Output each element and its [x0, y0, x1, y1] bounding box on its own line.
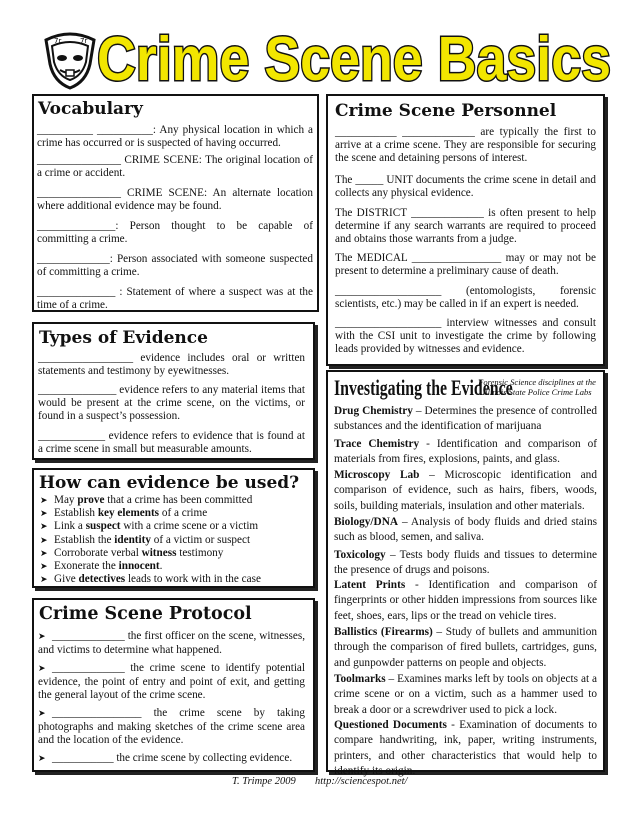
evidence-type-item	[38, 352, 305, 378]
evidence-type-definition: evidence refers to evidence that is found at a crime scene in small but measurable amounts.	[38, 430, 305, 456]
vocab-item	[37, 220, 313, 246]
vocabulary-box	[32, 94, 319, 312]
evidence-type-item	[38, 384, 305, 424]
personnel-item	[335, 285, 596, 311]
protocol-text: the first officer on the scene, witnesses, and victims to determine what happened.	[38, 630, 305, 657]
evidence-use-item	[40, 560, 309, 574]
discipline-name: Drug Chemistry	[334, 405, 413, 417]
use-post: that a crime has been committed	[104, 494, 253, 506]
evidence-use-item	[40, 534, 309, 548]
lab-discipline-item	[334, 625, 597, 671]
discipline-description: - Examination of documents to compare handwriting, ink, paper, writing instruments, printers, and other characteristics that would help to identify its origin.	[334, 719, 597, 778]
use-keyword: prove	[77, 494, 105, 506]
lab-discipline-item	[334, 515, 597, 546]
crime-scene-protocol-box	[32, 598, 315, 772]
investigating-evidence-box	[326, 370, 605, 778]
personnel-text: interview witnesses and consult with the CSI unit to investigate the crime by following leads provided by witnesses and evidence.	[335, 317, 596, 356]
personnel-blank: ___________________	[335, 285, 442, 297]
lab-discipline-item	[334, 672, 597, 718]
vocab-definition: Person thought to be capable of committing a crime.	[37, 220, 313, 246]
vocab-term-blank: _______________ CRIME SCENE	[37, 154, 199, 166]
lab-discipline-item	[334, 404, 597, 435]
discipline-name: Ballistics (Firearms)	[334, 626, 433, 638]
page-title	[95, 22, 615, 94]
evidence-use-item	[40, 494, 309, 508]
protocol-title: Crime Scene Protocol	[39, 604, 252, 624]
discipline-name: Toxicology	[334, 549, 386, 561]
evidence-type-definition: evidence refers to any material items that would be present at the crime scene, on the victims, or found in a suspect’s possession.	[38, 384, 305, 423]
lab-discipline-item	[334, 548, 597, 579]
police-badge-icon	[40, 30, 100, 92]
personnel-text: may or may not be present to determine a preliminary cause of death.	[335, 252, 596, 278]
personnel-item	[335, 174, 596, 200]
use-keyword: key elements	[97, 507, 160, 520]
use-keyword: suspect	[85, 520, 121, 533]
protocol-step	[38, 630, 305, 657]
arrow-bullet-icon: ➤	[40, 509, 48, 520]
personnel-item	[335, 207, 596, 247]
arrow-bullet-icon: ➤	[40, 575, 48, 586]
vocab-definition: : An alternate location where additional evidence may be found.	[37, 187, 313, 213]
vocab-item	[37, 187, 313, 213]
discipline-description: – Microscopic identification and comparison of evidence, such as hairs, fibers, woods, soils, building materials, insulation and other materials.	[334, 469, 597, 512]
use-keyword: innocent	[118, 560, 160, 572]
protocol-blank: _____________	[52, 662, 125, 674]
vocab-item	[37, 124, 313, 150]
discipline-name: Trace Chemistry	[334, 438, 420, 450]
arrow-bullet-icon: ➤	[38, 632, 46, 642]
use-post: with a crime scene or a victim	[120, 520, 259, 533]
vocab-term-blank: __________ __________	[37, 124, 153, 136]
vocab-item	[37, 286, 313, 312]
use-pre: Corroborate verbal	[54, 546, 142, 559]
protocol-blank: _____________	[52, 630, 125, 642]
use-post: of a victim or suspect	[150, 533, 251, 546]
protocol-step	[38, 662, 305, 703]
types-of-evidence-box	[32, 322, 315, 460]
arrow-bullet-icon: ➤	[40, 562, 48, 572]
discipline-description: – Analysis of body fluids and dried stains such as blood, semen, and saliva.	[334, 516, 597, 544]
arrow-bullet-icon: ➤	[40, 535, 48, 546]
protocol-blank: ________________	[52, 707, 142, 719]
crime-scene-personnel-box	[326, 94, 605, 366]
use-keyword: identity	[114, 533, 151, 546]
arrow-bullet-icon: ➤	[38, 709, 46, 719]
personnel-text: (entomologists, forensic scientists, etc.) may be called in if an expert is needed.	[335, 285, 596, 311]
vocab-item	[37, 253, 313, 279]
discipline-name: Biology/DNA	[334, 516, 399, 528]
personnel-blank: The DISTRICT _____________	[335, 207, 484, 219]
vocabulary-title: Vocabulary	[38, 99, 143, 119]
lab-discipline-item	[334, 718, 597, 780]
vocab-definition: : The original location of a crime or accident.	[37, 154, 313, 180]
discipline-name: Questioned Documents	[334, 719, 447, 731]
protocol-text: the crime scene by collecting evidence.	[113, 752, 293, 764]
discipline-description: - Identification and comparison of materials from fires, explosions, paints, and glass.	[334, 438, 597, 466]
arrow-bullet-icon: ➤	[40, 496, 48, 506]
use-pre: May	[54, 494, 78, 506]
discipline-description: – Tests body fluids and tissues to determine the presence of drugs and poisons.	[334, 549, 597, 577]
discipline-description: – Examines marks left by tools on objects at a crime scene or on a victim, such as a hammer used to break a door or a screwdriver used to pick a lock.	[334, 673, 597, 716]
footer-url[interactable]: http://sciencespot.net/	[315, 776, 408, 787]
discipline-description: – Study of bullets and ammunition through the comparison of fired bullets, cartridges, guns, and gunpowder patterns on people and objects.	[334, 626, 597, 669]
protocol-blank: ___________	[52, 752, 114, 764]
discipline-description: - Identification and comparison of fingerprints or other hidden impressions from sources like feet, shoes, ears, lips or the tread on vehicle tires.	[334, 579, 597, 622]
vocab-term-blank: _______________ CRIME SCENE	[37, 187, 204, 199]
evidence-use-item	[40, 520, 309, 534]
vocab-term-blank: ______________ :	[37, 286, 123, 298]
arrow-bullet-icon: ➤	[38, 664, 46, 674]
protocol-step	[38, 752, 305, 766]
use-post: leads to work with in the case	[125, 573, 261, 586]
investigate-title: Investigating the Evidence	[334, 375, 513, 400]
discipline-description: – Determines the presence of controlled substances and the identification of marijuana	[334, 405, 597, 433]
discipline-name: Microscopy Lab	[334, 469, 420, 481]
use-pre: Link a	[54, 520, 86, 533]
personnel-text: documents the crime scene in detail and collects any physical evidence.	[335, 174, 596, 200]
lab-discipline-item	[334, 437, 597, 468]
use-post: of a crime	[159, 507, 208, 520]
evidence-type-blank: _________________	[38, 352, 134, 364]
discipline-name: Latent Prints	[334, 579, 406, 591]
use-pre: Exonerate the	[54, 560, 119, 572]
types-title: Types of Evidence	[39, 328, 208, 348]
how-evidence-used-box	[32, 468, 315, 588]
use-keyword: detectives	[78, 573, 126, 586]
personnel-blank: ___________ _____________	[335, 126, 475, 138]
vocab-item	[37, 154, 313, 180]
personnel-item	[335, 317, 596, 357]
personnel-item	[335, 126, 596, 166]
use-keyword: witness	[141, 546, 177, 559]
evidence-use-item	[40, 573, 309, 587]
lab-discipline-item	[334, 578, 597, 624]
evidence-type-blank: ______________	[38, 384, 117, 396]
use-post: testimony	[176, 546, 224, 559]
use-pre: Establish the	[54, 533, 115, 546]
arrow-bullet-icon: ➤	[38, 754, 46, 764]
personnel-blank: The MEDICAL ________________	[335, 252, 502, 264]
evidence-type-blank: ____________	[38, 430, 106, 442]
evidence-type-item	[38, 430, 305, 456]
evidence-use-item	[40, 547, 309, 561]
discipline-name: Toolmarks	[334, 673, 386, 685]
svg-text:Crime Scene Basics: Crime Scene Basics	[97, 25, 611, 94]
badge-text-right: 7r	[80, 37, 88, 45]
arrow-bullet-icon: ➤	[40, 522, 48, 533]
personnel-blank: The _____ UNIT	[335, 174, 413, 186]
badge-text-left: 7r	[54, 37, 62, 45]
use-pre: Establish	[54, 507, 98, 520]
use-pre: Give	[54, 573, 79, 586]
vocab-term-blank: ______________:	[37, 220, 119, 232]
arrow-bullet-icon: ➤	[40, 548, 48, 559]
vocab-definition: Statement of where a suspect was at the time of a crime.	[37, 286, 313, 312]
personnel-blank: ___________________	[335, 317, 442, 329]
vocab-term-blank: _____________:	[37, 253, 113, 265]
lab-discipline-item	[334, 468, 597, 514]
personnel-text: are typically the first to arrive at a crime scene. They are responsible for securing the scene and detaining persons of interest.	[335, 126, 596, 165]
footer-author: T. Trimpe 2009	[232, 776, 296, 787]
vocab-definition: : Any physical location in which a crime has occurred or is suspected of having occurred.	[37, 124, 314, 150]
personnel-item	[335, 252, 596, 278]
vocab-definition: Person associated with someone suspected of committing a crime.	[37, 253, 313, 279]
evidence-type-definition: evidence includes oral or written statements and testimony by eyewitnesses.	[38, 352, 305, 378]
protocol-step	[38, 707, 305, 748]
how-used-title: How can evidence be used?	[39, 473, 300, 493]
personnel-title: Crime Scene Personnel	[335, 101, 557, 121]
use-post: .	[159, 560, 163, 572]
personnel-text: is often present to help determine if any search warrants are required to proceed and obtains those warrants from a judge.	[335, 207, 597, 246]
protocol-text: the crime scene to identify potential evidence, the point of entry and point of exit, and getting the general layout of the crime scene.	[38, 662, 305, 702]
evidence-use-item	[40, 507, 309, 521]
protocol-text: the crime scene by taking photographs and making sketches of the crime scene area and the location of the evidence.	[38, 707, 305, 747]
investigate-note: Forensic Science disciplines at the Illinois State Police Crime Labs	[478, 377, 596, 397]
